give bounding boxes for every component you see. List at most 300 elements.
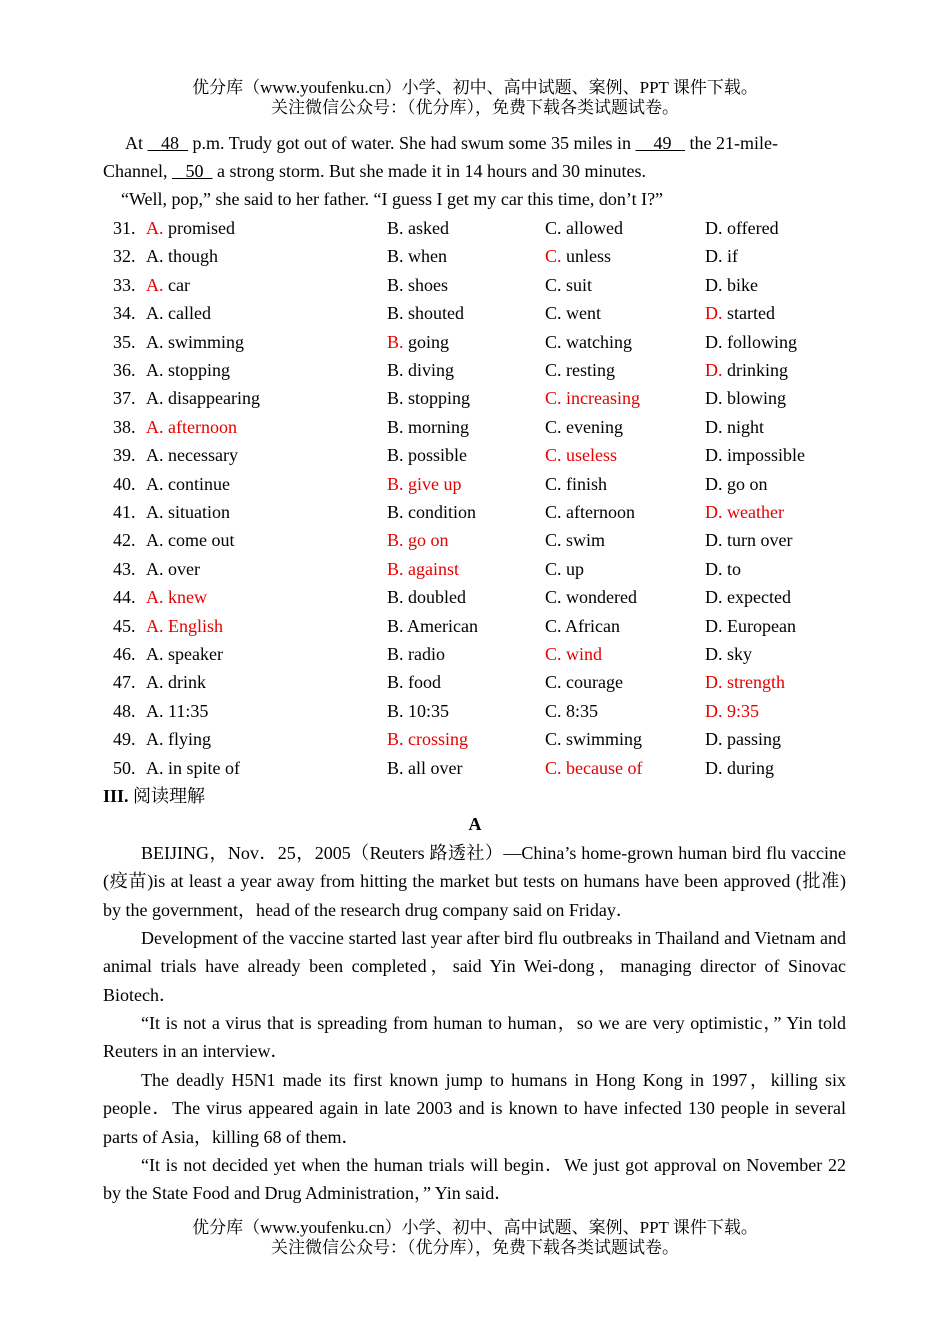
passage-line-2	[103, 157, 846, 185]
option-letter: D.	[705, 246, 723, 267]
option-b	[387, 271, 448, 299]
question-row	[0, 498, 950, 526]
question-row	[0, 725, 950, 753]
option-a	[146, 299, 211, 327]
option-letter: A.	[146, 473, 164, 494]
option-c	[545, 498, 635, 526]
option-text: passing	[722, 729, 781, 750]
option-text: suit	[561, 274, 593, 295]
option-letter: A.	[146, 360, 164, 380]
option-letter: D.	[705, 615, 723, 636]
section-heading	[103, 782, 205, 810]
option-d	[705, 725, 781, 753]
reading-paragraph-3: “It is not a virus that is spreading from human to human，so we are very optimistic，” Yin told Reuters in an interview．	[103, 1013, 846, 1062]
option-letter: D.	[705, 331, 723, 352]
option-text: asked	[403, 218, 449, 238]
option-text: if	[722, 246, 738, 267]
reading-passage-heading: A	[468, 814, 482, 834]
question-row	[0, 754, 950, 782]
option-letter: D.	[705, 530, 723, 551]
option-letter: D.	[705, 502, 723, 522]
option-letter: D.	[705, 672, 723, 693]
option-text: speaker	[163, 644, 223, 664]
option-b	[387, 356, 454, 384]
passage-text: At	[125, 133, 148, 153]
option-text: all over	[403, 757, 463, 778]
option-text: come out	[163, 530, 235, 551]
question-number: 31.	[113, 218, 136, 238]
option-a	[146, 697, 208, 725]
option-letter: B.	[387, 416, 404, 437]
option-text: swim	[561, 530, 606, 551]
option-letter: B.	[387, 445, 404, 466]
option-letter: D.	[705, 587, 723, 608]
option-text: swimming	[561, 729, 643, 750]
option-letter: C.	[545, 530, 562, 551]
option-a	[146, 640, 223, 668]
option-letter: A.	[146, 757, 164, 778]
option-text: in spite of	[163, 757, 240, 778]
option-a	[146, 214, 235, 242]
option-c	[545, 640, 602, 668]
option-text: possible	[403, 445, 468, 466]
option-a	[146, 526, 234, 554]
option-text: allowed	[561, 218, 623, 238]
option-a	[146, 668, 206, 696]
option-letter: B.	[387, 558, 404, 579]
reading-paragraph-1: BEIJING，Nov．25，2005（Reuters 路透社）—China’s home-grown human bird flu vaccine (疫苗)is at least a year away from hitting the market but tests on humans have been approved (批准) by the government，head of the research drug company said on Friday．	[103, 843, 846, 920]
blank-50-number: 50	[185, 161, 204, 181]
option-text: night	[722, 416, 765, 437]
option-letter: B.	[387, 729, 404, 750]
option-text: strength	[722, 672, 785, 693]
option-b	[387, 328, 449, 356]
option-a	[146, 384, 260, 412]
question-number: 37.	[113, 388, 136, 409]
question-row	[0, 242, 950, 270]
option-a	[146, 498, 230, 526]
option-letter: C.	[545, 246, 562, 267]
question-row	[0, 526, 950, 554]
option-d	[705, 612, 796, 640]
option-letter: A.	[146, 615, 164, 636]
option-letter: D.	[705, 388, 723, 409]
option-letter: C.	[545, 416, 562, 437]
question-row	[0, 583, 950, 611]
option-b	[387, 214, 449, 242]
option-letter: B.	[387, 218, 404, 238]
option-a	[146, 470, 230, 498]
option-c	[545, 413, 623, 441]
option-text: shouted	[403, 303, 465, 324]
blank-48	[148, 133, 189, 153]
option-d	[705, 214, 779, 242]
question-number: 34.	[113, 303, 136, 324]
option-letter: B.	[387, 615, 404, 636]
option-text: 10:35	[403, 700, 450, 721]
option-letter: C.	[545, 303, 562, 324]
blank-49-number: 49	[653, 133, 672, 153]
option-text: to	[722, 558, 742, 579]
option-text: increasing	[561, 388, 640, 409]
question-number: 38.	[113, 416, 136, 437]
option-text: English	[163, 615, 224, 636]
option-letter: D.	[705, 303, 723, 324]
option-text: stopping	[163, 360, 231, 380]
option-text: called	[163, 303, 211, 324]
question-number: 32.	[113, 246, 136, 267]
option-letter: C.	[545, 360, 562, 380]
option-letter: D.	[705, 360, 723, 380]
option-text: morning	[403, 416, 470, 437]
option-text: bike	[722, 274, 758, 295]
option-b	[387, 470, 462, 498]
option-d	[705, 242, 738, 270]
option-text: watching	[561, 331, 632, 352]
option-text: weather	[722, 502, 784, 522]
option-c	[545, 271, 592, 299]
option-text: 11:35	[163, 700, 209, 721]
question-number: 45.	[113, 615, 136, 636]
question-row	[0, 555, 950, 583]
option-letter: B.	[387, 530, 404, 551]
question-number: 44.	[113, 587, 136, 608]
option-c	[545, 384, 640, 412]
option-letter: C.	[545, 473, 562, 494]
option-d	[705, 356, 788, 384]
option-c	[545, 555, 584, 583]
option-text: unless	[561, 246, 612, 267]
option-letter: C.	[545, 388, 562, 409]
question-row	[0, 640, 950, 668]
option-a	[146, 754, 240, 782]
option-a	[146, 555, 200, 583]
option-text: though	[163, 246, 219, 267]
option-text: expected	[722, 587, 791, 608]
option-text: because of	[561, 757, 643, 778]
option-text: started	[722, 303, 775, 324]
option-letter: C.	[545, 672, 562, 693]
question-number: 36.	[113, 360, 136, 380]
option-text: useless	[561, 445, 618, 466]
question-row	[0, 384, 950, 412]
question-number: 43.	[113, 558, 136, 579]
question-row	[0, 441, 950, 469]
option-c	[545, 328, 632, 356]
option-c	[545, 583, 637, 611]
option-a	[146, 356, 230, 384]
passage-line-3: “Well, pop,” she said to her father. “I guess I get my car this time, don’t I?”	[121, 189, 664, 209]
option-text: food	[403, 672, 442, 693]
option-text: drinking	[722, 360, 788, 380]
blank-50	[172, 161, 213, 181]
option-letter: A.	[146, 530, 164, 551]
question-row	[0, 413, 950, 441]
option-letter: D.	[705, 445, 723, 466]
option-letter: C.	[545, 331, 562, 352]
option-text: car	[163, 274, 190, 295]
question-row	[0, 271, 950, 299]
option-letter: A.	[146, 246, 164, 267]
passage-text: Channel,	[103, 161, 172, 181]
option-b	[387, 555, 459, 583]
option-letter: C.	[545, 644, 562, 664]
option-text: crossing	[403, 729, 469, 750]
option-text: radio	[403, 644, 445, 664]
question-number: 46.	[113, 644, 136, 664]
option-letter: B.	[387, 700, 404, 721]
option-letter: B.	[387, 388, 404, 409]
option-letter: C.	[545, 729, 562, 750]
option-c	[545, 441, 617, 469]
option-text: evening	[561, 416, 623, 437]
option-c	[545, 470, 607, 498]
option-letter: A.	[146, 502, 164, 522]
option-text: blowing	[722, 388, 787, 409]
question-number: 50.	[113, 757, 136, 778]
option-text: during	[722, 757, 774, 778]
option-b	[387, 526, 449, 554]
option-a	[146, 441, 238, 469]
option-letter: A.	[146, 274, 164, 295]
option-letter: A.	[146, 331, 164, 352]
option-c	[545, 754, 642, 782]
option-letter: B.	[387, 644, 404, 664]
option-a	[146, 725, 211, 753]
option-text: sky	[722, 644, 753, 664]
option-letter: A.	[146, 644, 164, 664]
option-letter: A.	[146, 445, 164, 466]
option-letter: A.	[146, 729, 164, 750]
option-d	[705, 668, 785, 696]
option-a	[146, 328, 244, 356]
option-text: shoes	[403, 274, 449, 295]
option-b	[387, 242, 447, 270]
reading-paragraph-5: “It is not decided yet when the human trials will begin．We just got approval on November 22 by the State Food and Drug Administration，” Yin said．	[103, 1155, 846, 1204]
option-b	[387, 384, 470, 412]
option-text: diving	[403, 360, 455, 380]
option-text: promised	[163, 218, 235, 238]
option-letter: D.	[705, 473, 723, 494]
question-number: 35.	[113, 331, 136, 352]
option-letter: D.	[705, 700, 723, 721]
option-d	[705, 384, 786, 412]
option-text: American	[403, 615, 478, 636]
option-c	[545, 356, 615, 384]
option-letter: C.	[545, 615, 562, 636]
option-letter: A.	[146, 587, 164, 608]
option-text: over	[163, 558, 200, 579]
option-c	[545, 725, 642, 753]
option-text: going	[403, 331, 450, 352]
option-letter: B.	[387, 303, 404, 324]
option-b	[387, 612, 478, 640]
blank-49	[636, 133, 686, 153]
option-b	[387, 640, 445, 668]
option-text: impossible	[722, 445, 806, 466]
header-line-1: 优分库（www.youfenku.cn）小学、初中、高中试题、案例、PPT 课件下载。	[192, 78, 758, 97]
option-text: disappearing	[163, 388, 260, 409]
option-d	[705, 697, 759, 725]
option-b	[387, 413, 469, 441]
question-number: 41.	[113, 502, 136, 522]
section-title: 阅读理解	[128, 786, 206, 806]
option-text: following	[722, 331, 797, 352]
passage-text: the 21-mile-	[685, 133, 778, 153]
option-b	[387, 299, 464, 327]
option-letter: A.	[146, 700, 164, 721]
option-text: drink	[163, 672, 206, 693]
question-number: 40.	[113, 473, 136, 494]
option-letter: D.	[705, 729, 723, 750]
question-row	[0, 214, 950, 242]
question-row	[0, 697, 950, 725]
question-row	[0, 470, 950, 498]
option-b	[387, 725, 468, 753]
option-letter: A.	[146, 672, 164, 693]
option-letter: C.	[545, 558, 562, 579]
option-letter: B.	[387, 274, 404, 295]
option-a	[146, 242, 218, 270]
option-text: European	[722, 615, 796, 636]
option-b	[387, 668, 441, 696]
option-text: against	[403, 558, 460, 579]
reading-paragraph-4: The deadly H5N1 made its first known jump to humans in Hong Kong in 1997，killing six people．The virus appeared again in late 2003 and is known to have infected 130 people in several parts of Asia，killing 68 of them．	[103, 1070, 846, 1147]
option-d	[705, 470, 768, 498]
footer-line-2: 关注微信公众号：（优分库），免费下载各类试题试卷。	[271, 1238, 679, 1257]
question-number: 42.	[113, 530, 136, 551]
option-letter: B.	[387, 587, 404, 608]
option-a	[146, 413, 237, 441]
question-row	[0, 328, 950, 356]
option-text: flying	[163, 729, 211, 750]
question-number: 48.	[113, 700, 136, 721]
question-number: 47.	[113, 672, 136, 693]
option-b	[387, 441, 467, 469]
option-letter: B.	[387, 473, 404, 494]
option-d	[705, 640, 752, 668]
option-letter: B.	[387, 672, 404, 693]
option-letter: D.	[705, 218, 723, 238]
option-b	[387, 697, 449, 725]
option-d	[705, 498, 784, 526]
option-d	[705, 526, 792, 554]
option-letter: B.	[387, 757, 404, 778]
option-letter: B.	[387, 502, 404, 522]
question-number: 49.	[113, 729, 136, 750]
option-letter: C.	[545, 445, 562, 466]
option-text: situation	[163, 502, 230, 522]
option-d	[705, 413, 764, 441]
option-c	[545, 612, 620, 640]
option-text: give up	[403, 473, 462, 494]
option-d	[705, 555, 741, 583]
option-b	[387, 754, 463, 782]
header-line-2: 关注微信公众号：（优分库），免费下载各类试题试卷。	[271, 98, 679, 117]
question-row	[0, 299, 950, 327]
option-text: wind	[561, 644, 603, 664]
option-letter: B.	[387, 246, 404, 267]
option-letter: A.	[146, 388, 164, 409]
option-d	[705, 328, 797, 356]
option-text: go on	[722, 473, 768, 494]
option-text: African	[561, 615, 620, 636]
option-text: go on	[403, 530, 449, 551]
option-text: 9:35	[722, 700, 760, 721]
option-letter: D.	[705, 416, 723, 437]
question-row	[0, 612, 950, 640]
option-letter: C.	[545, 218, 562, 238]
option-letter: B.	[387, 360, 404, 380]
option-text: doubled	[403, 587, 467, 608]
option-letter: A.	[146, 218, 164, 238]
option-letter: D.	[705, 757, 723, 778]
option-text: turn over	[722, 530, 793, 551]
option-c	[545, 299, 601, 327]
option-c	[545, 526, 605, 554]
option-text: courage	[561, 672, 623, 693]
option-b	[387, 498, 476, 526]
option-text: afternoon	[163, 416, 237, 437]
option-d	[705, 583, 791, 611]
option-letter: A.	[146, 558, 164, 579]
option-letter: A.	[146, 303, 164, 324]
option-letter: A.	[146, 416, 164, 437]
option-letter: C.	[545, 700, 562, 721]
option-a	[146, 583, 207, 611]
option-letter: C.	[545, 757, 562, 778]
option-c	[545, 697, 598, 725]
option-letter: B.	[387, 331, 404, 352]
option-a	[146, 271, 190, 299]
option-text: 8:35	[561, 700, 599, 721]
option-text: resting	[561, 360, 616, 380]
passage-line-1	[103, 129, 846, 157]
blank-48-number: 48	[161, 133, 179, 153]
option-b	[387, 583, 466, 611]
option-text: up	[561, 558, 585, 579]
option-text: offered	[722, 218, 779, 238]
option-letter: C.	[545, 274, 562, 295]
passage-text: p.m. Trudy got out of water. She had swum some 35 miles in	[188, 133, 636, 153]
question-row	[0, 356, 950, 384]
option-letter: C.	[545, 502, 562, 522]
question-number: 39.	[113, 445, 136, 466]
option-d	[705, 754, 774, 782]
option-d	[705, 271, 758, 299]
option-c	[545, 668, 623, 696]
section-roman-numeral: III.	[103, 786, 129, 806]
option-a	[146, 612, 223, 640]
option-text: swimming	[163, 331, 245, 352]
option-text: necessary	[163, 445, 238, 466]
option-d	[705, 299, 775, 327]
option-letter: C.	[545, 587, 562, 608]
reading-paragraph-2: Development of the vaccine started last year after bird flu outbreaks in Thailand and Vietnam and animal trials have already been completed，said Yin Wei-dong，managing director of Sinovac Biotech．	[103, 928, 846, 1005]
option-d	[705, 441, 805, 469]
option-text: went	[561, 303, 602, 324]
option-text: when	[403, 246, 448, 267]
option-c	[545, 242, 611, 270]
option-text: continue	[163, 473, 230, 494]
option-text: knew	[163, 587, 207, 608]
option-letter: D.	[705, 274, 723, 295]
option-text: stopping	[403, 388, 471, 409]
option-text: afternoon	[561, 502, 635, 522]
passage-text: a strong storm. But she made it in 14 hours and 30 minutes.	[212, 161, 646, 181]
option-text: wondered	[561, 587, 637, 608]
question-number: 33.	[113, 274, 136, 295]
